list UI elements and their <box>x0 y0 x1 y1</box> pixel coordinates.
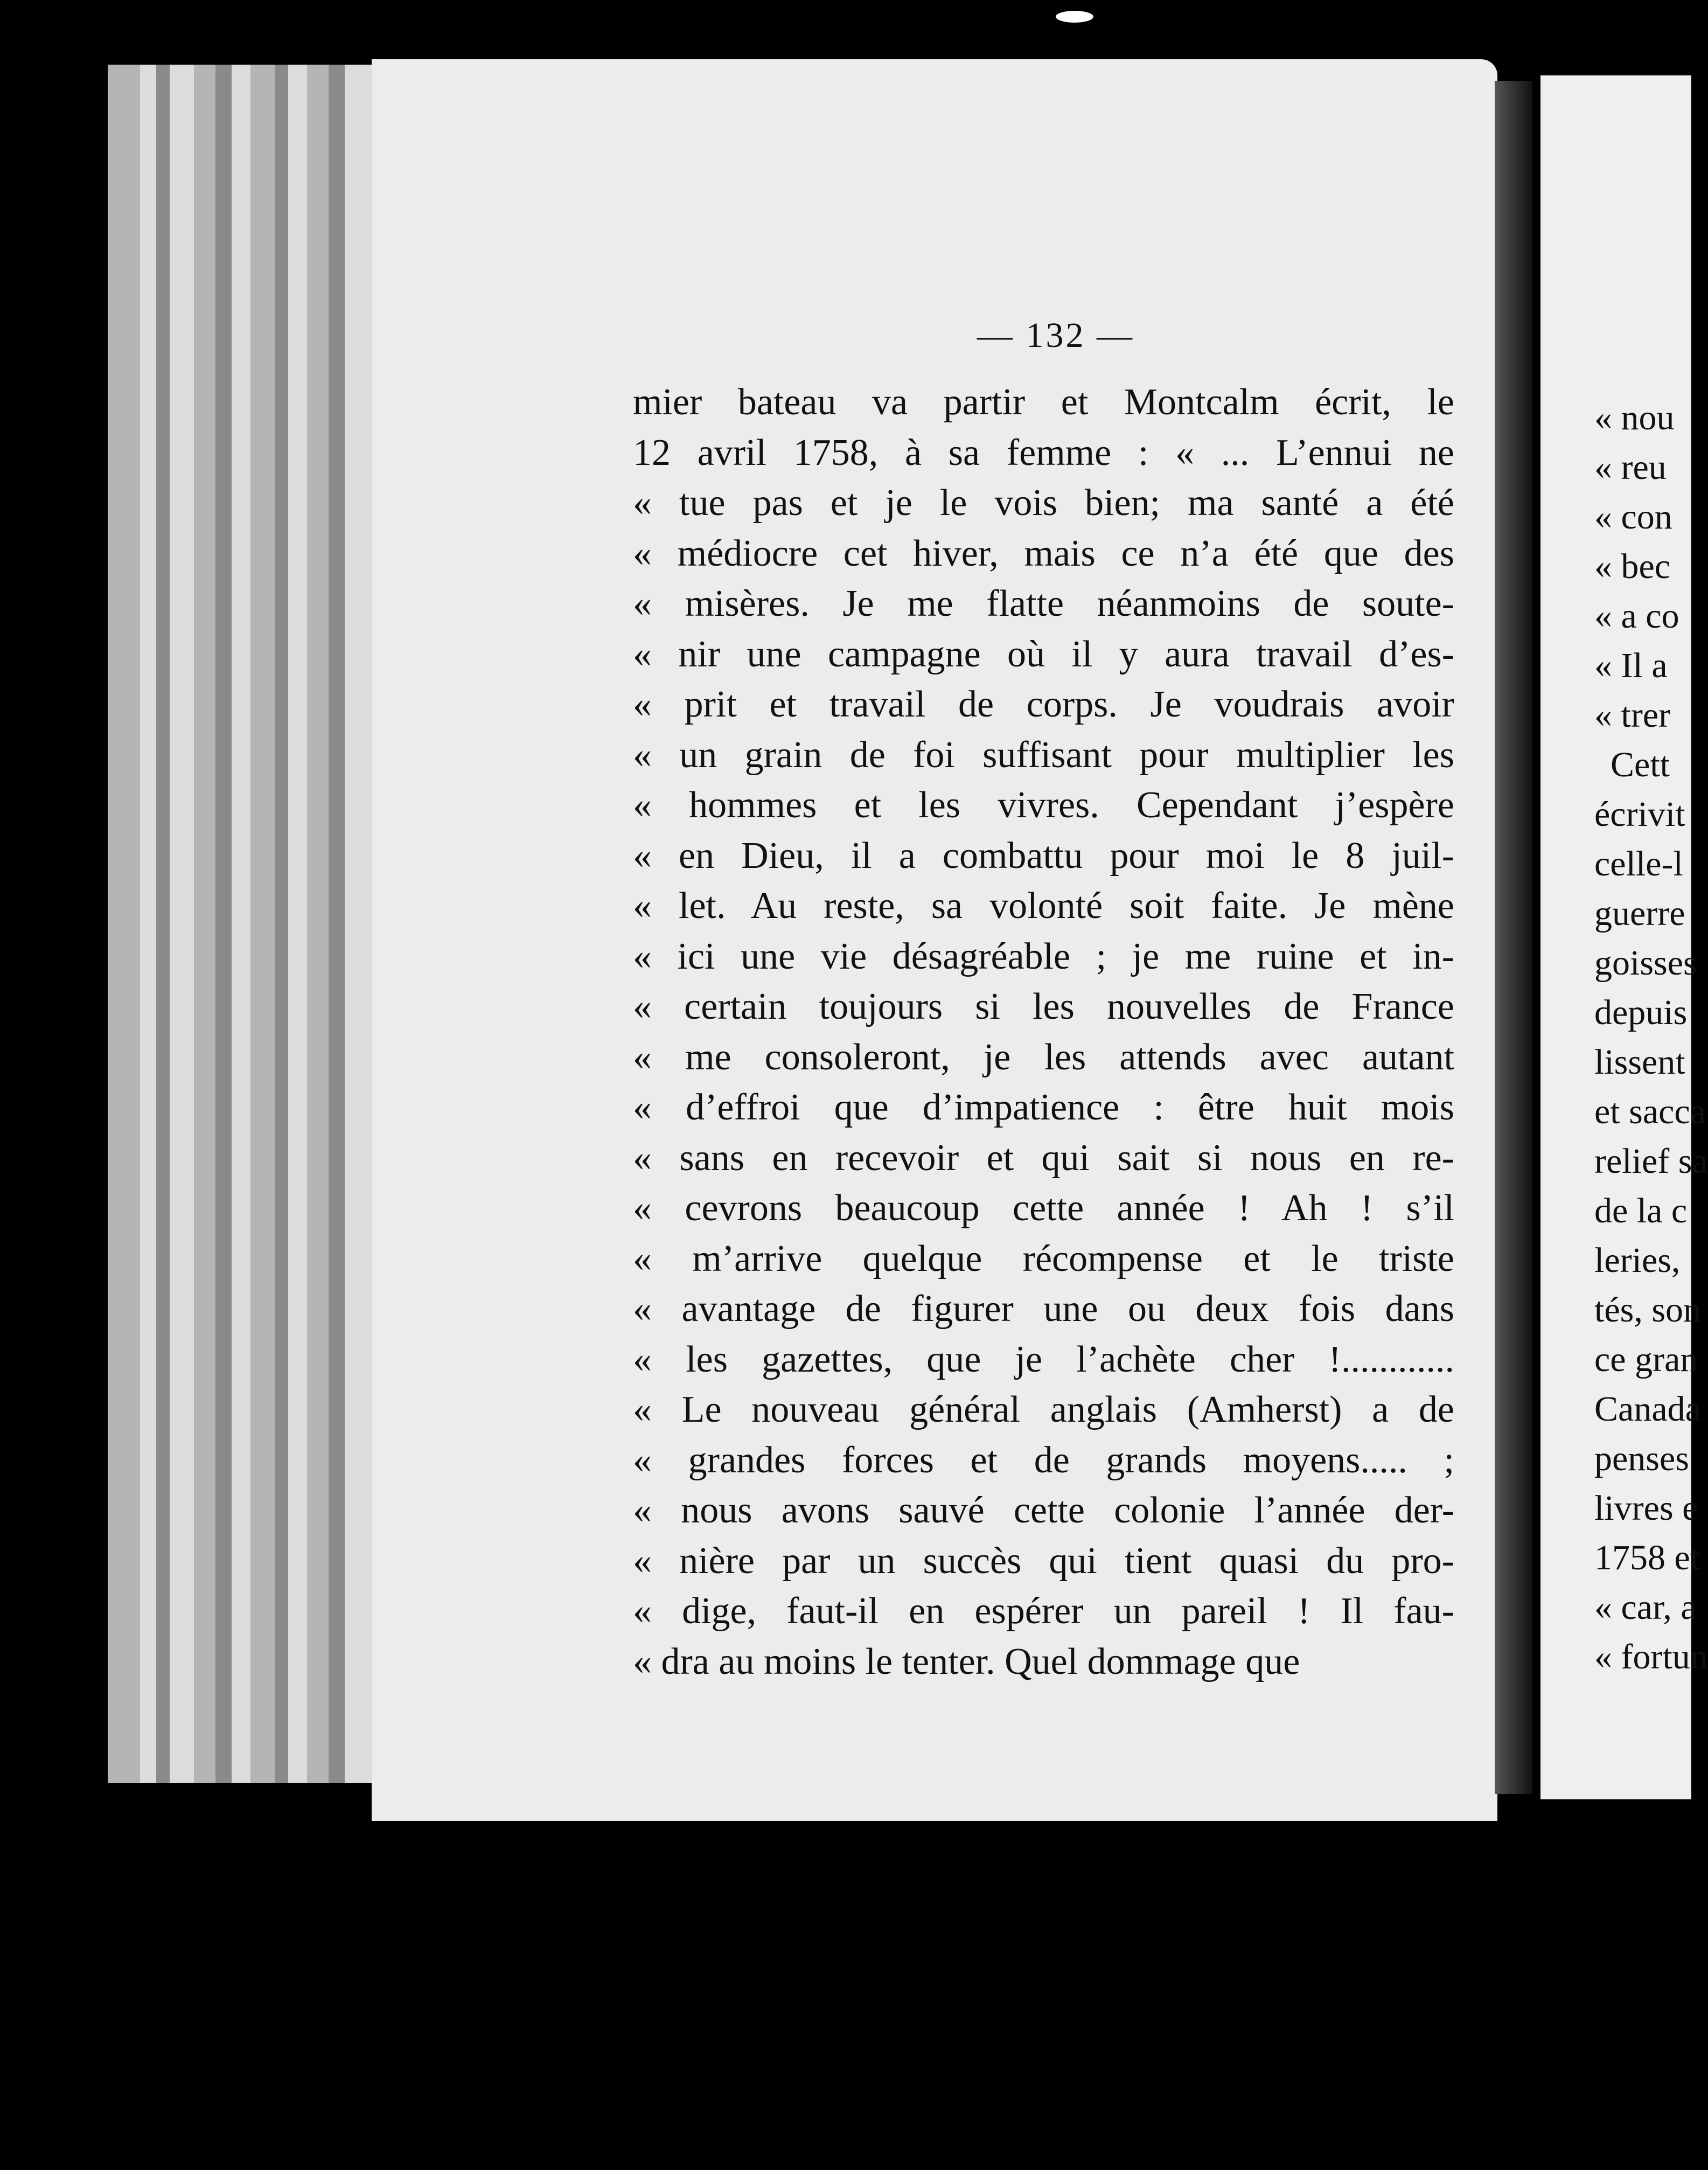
scan-speck <box>1056 11 1093 23</box>
fragment-line: et sacca <box>1594 1092 1706 1131</box>
fragment-line: « con <box>1594 497 1672 537</box>
text-line: « Le nouveau général anglais (Amherst) a de <box>633 1389 1454 1430</box>
text-line: « nière par un succès qui tient quasi du pro- <box>633 1540 1454 1582</box>
page-edge <box>307 65 329 1783</box>
text-line: mier bateau va partir et Montcalm écrit, le <box>633 381 1454 423</box>
fragment-line: « Il a <box>1594 646 1668 685</box>
page-edge <box>288 65 307 1783</box>
text-line: « me consoleront, je les attends avec autant <box>633 1036 1454 1078</box>
fragment-line: « a co <box>1594 596 1679 636</box>
text-line: « médiocre cet hiver, mais ce n’a été que des <box>633 532 1454 574</box>
fragment-line: écrivit <box>1594 795 1685 834</box>
page-edge <box>275 65 288 1783</box>
text-line: « let. Au reste, sa volonté soit faite. Je mène <box>633 885 1454 927</box>
page-edge <box>329 65 345 1783</box>
page-number: — 132 — <box>977 316 1134 355</box>
text-line: « prit et travail de corps. Je voudrais avoir <box>633 684 1454 725</box>
page-edge <box>156 65 170 1783</box>
text-line: « certain toujours si les nouvelles de France <box>633 986 1454 1027</box>
text-line: « nous avons sauvé cette colonie l’année der- <box>633 1490 1454 1531</box>
text-line: « cevrons beaucoup cette année ! Ah ! s’il <box>633 1187 1454 1229</box>
book-gutter <box>1495 81 1532 1794</box>
fragment-line: « fortun <box>1594 1637 1708 1677</box>
fragment-line: ce gran <box>1594 1340 1698 1379</box>
right-page-text-fragment <box>1594 393 1708 1682</box>
fragment-line: penses <box>1594 1439 1689 1478</box>
text-line: « un grain de foi suffisant pour multiplier les <box>633 734 1454 776</box>
text-line: « tue pas et je le vois bien; ma santé a été <box>633 482 1454 524</box>
fragment-line: relief sa <box>1594 1142 1708 1181</box>
fragment-line: 1758 et <box>1594 1538 1700 1577</box>
text-line: 12 avril 1758, à sa femme : « ... L’ennui ne <box>633 432 1454 474</box>
text-line: « ici une vie désagréable ; je me ruine et in- <box>633 935 1454 977</box>
fragment-line: livres e <box>1594 1489 1698 1528</box>
main-text-block <box>633 377 1454 1687</box>
page-edge <box>232 65 250 1783</box>
fragment-line: goisses <box>1594 943 1697 983</box>
text-line: « grandes forces et de grands moyens..... ; <box>633 1439 1454 1481</box>
text-line: « en Dieu, il a combattu pour moi le 8 juil- <box>633 834 1454 877</box>
fragment-line: lissent <box>1594 1042 1685 1082</box>
page-edge <box>215 65 232 1783</box>
text-line: « avantage de figurer une ou deux fois dans <box>633 1288 1454 1330</box>
fragment-line: « nou <box>1594 398 1675 437</box>
fragment-line: « trer <box>1594 695 1671 735</box>
fragment-line: celle-l <box>1594 844 1683 884</box>
fragment-line: « bec <box>1594 547 1671 586</box>
page-edge <box>194 65 215 1783</box>
text-line: « dige, faut-il en espérer un pareil ! Il fau- <box>633 1590 1454 1632</box>
fragment-line: guerre <box>1594 894 1685 933</box>
fragment-line: Canada <box>1594 1389 1701 1429</box>
text-line: « sans en recevoir et qui sait si nous en re- <box>633 1137 1454 1179</box>
text-line: « nir une campagne où il y aura travail d’es- <box>633 633 1454 675</box>
text-line: « misères. Je me flatte néanmoins de soute- <box>633 583 1454 624</box>
page-edge <box>250 65 275 1783</box>
text-line: « dra au moins le tenter. Quel dommage que <box>633 1640 1300 1682</box>
fragment-line: leries, <box>1594 1241 1681 1280</box>
page-edge <box>140 65 156 1783</box>
text-line: « d’effroi que d’impatience : être huit mois <box>633 1087 1454 1128</box>
fragment-line: Cett <box>1611 745 1670 784</box>
fragment-line: tés, son <box>1594 1290 1701 1330</box>
fragment-line: de la c <box>1594 1191 1688 1230</box>
page-edge <box>170 65 194 1783</box>
text-line: « m’arrive quelque récompense et le triste <box>633 1237 1454 1279</box>
text-line: « hommes et les vivres. Cependant j’espère <box>633 784 1454 826</box>
fragment-line: depuis <box>1594 993 1688 1032</box>
text-line: « les gazettes, que je l’achète cher !............ <box>633 1338 1454 1380</box>
page-edge <box>108 65 140 1783</box>
fragment-line: « reu <box>1594 448 1667 487</box>
fragment-line: « car, a <box>1594 1588 1697 1627</box>
